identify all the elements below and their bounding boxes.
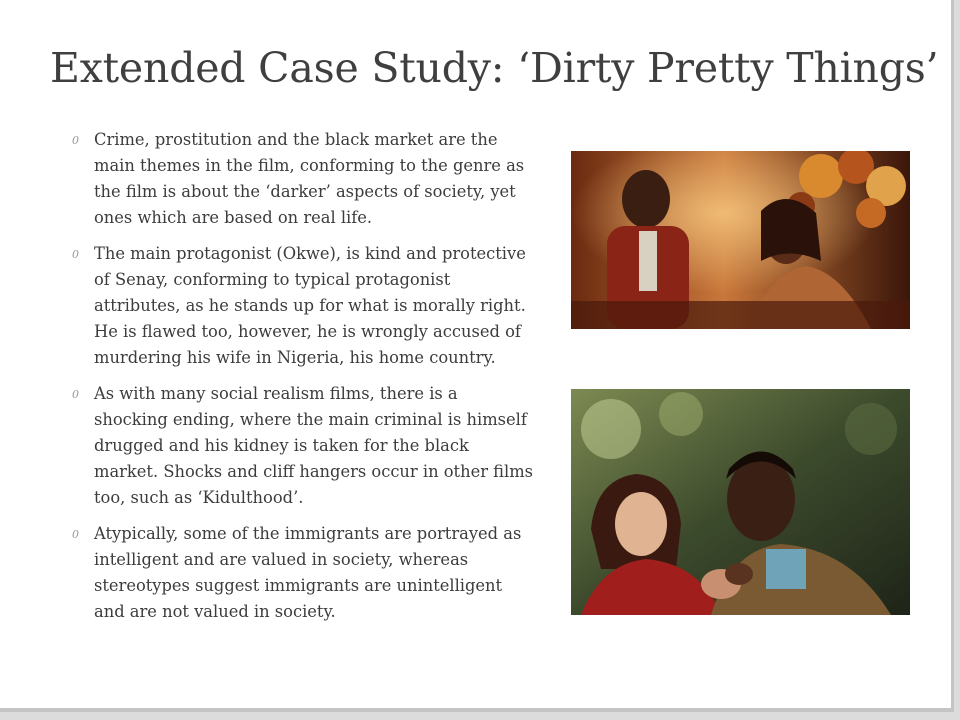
film-still-bar-image [571,151,910,329]
bullet-text: Atypically, some of the immigrants are portrayed as intelligent and are valued in society, whereas stereotypes suggest immigrants are unintelligent and are not valued in society. [94,524,522,621]
film-still-bar-scene [571,151,910,329]
film-still-embrace-image [571,389,910,615]
bullet-text: The main protagonist (Okwe), is kind and protective of Senay, conforming to typical protagonist attributes, as he stands up for what is morally right. He is flawed too, however, he is wrongly accused of murdering his wife in Nigeria, his home country. [94,244,526,367]
bullet-list [72,127,536,635]
bullet-item [72,521,536,625]
bullet-text: As with many social realism films, there is a shocking ending, where the main criminal is himself drugged and his kidney is taken for the black market. Shocks and cliff hangers occur in other films too, such as ‘Kidulthood’. [94,384,534,507]
bullet-item [72,241,536,371]
bullet-marker: 0 [72,134,79,147]
bullet-item [72,127,536,231]
film-still-embrace-scene [571,389,910,615]
bullet-text: Crime, prostitution and the black market are the main themes in the film, conforming to the genre as the film is about the ‘darker’ aspects of society, yet ones which are based on real life. [94,130,525,227]
slide-title: Extended Case Study: ‘Dirty Pretty Things’ [50,44,939,92]
bullet-item [72,381,536,511]
bullet-marker: 0 [72,528,79,541]
bullet-marker: 0 [72,248,79,261]
bullet-marker: 0 [72,388,79,401]
